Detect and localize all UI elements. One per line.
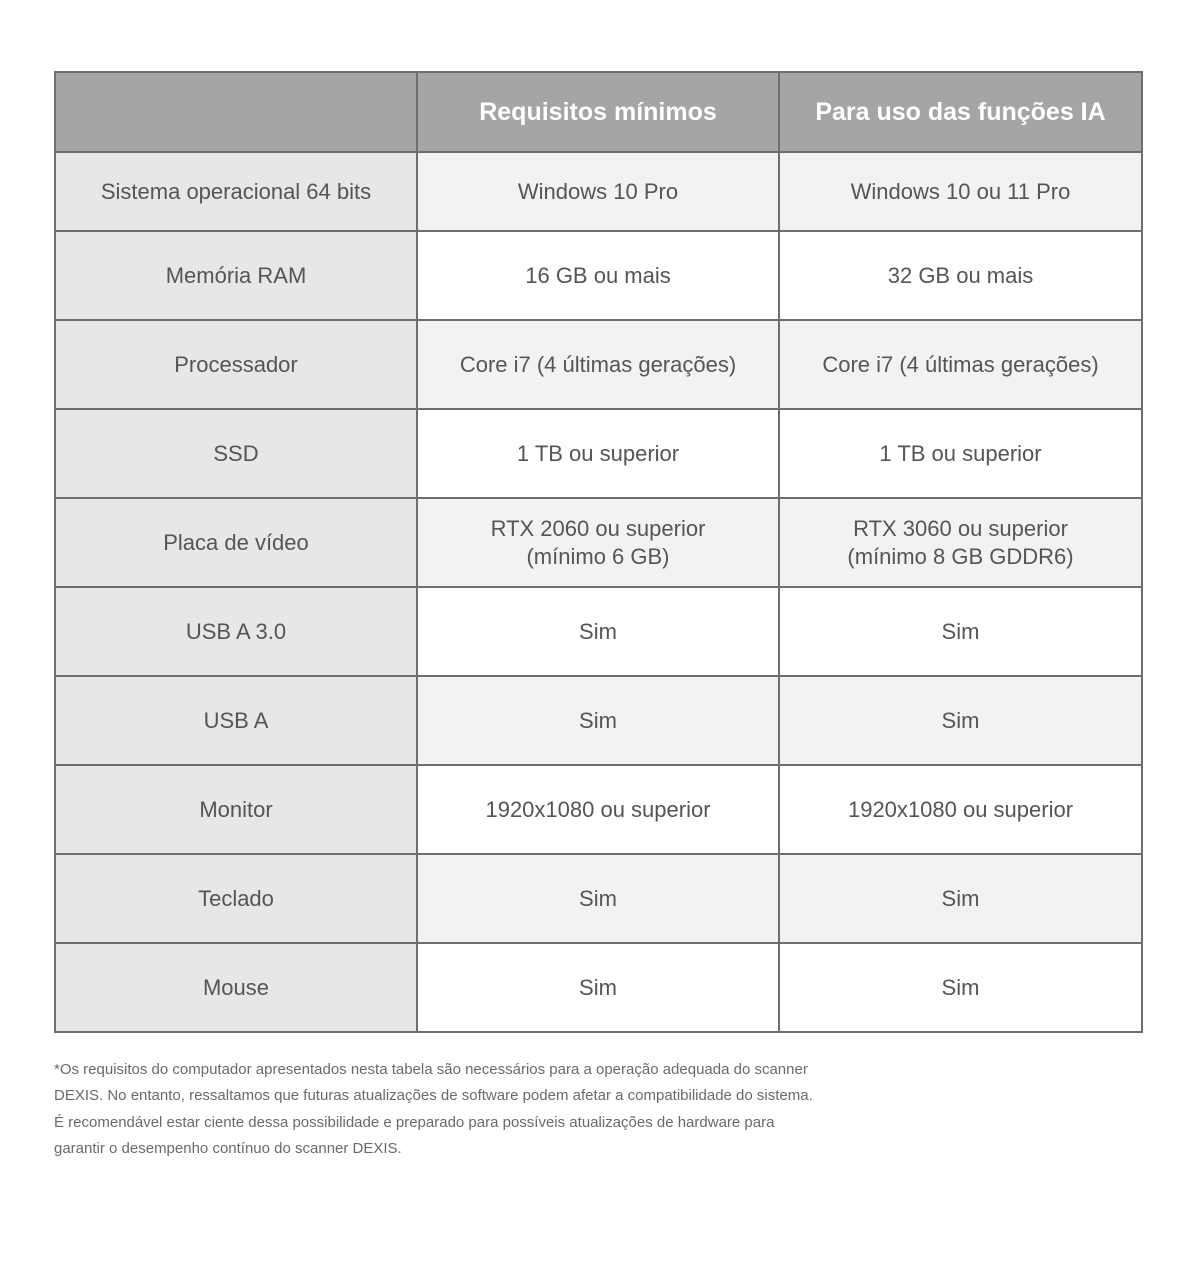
cell-text: 1 TB ou superior	[879, 440, 1042, 466]
footnote-line: É recomendável estar ciente dessa possibilidade e preparado para possíveis atualizações de hardware para	[54, 1113, 775, 1131]
cell-text: Windows 10 Pro	[517, 178, 679, 204]
ai-requirement-cell	[779, 676, 1142, 765]
cell-text: (mínimo 8 GB GDDR6)	[847, 543, 1074, 569]
cell-text: Sim	[579, 974, 617, 1000]
minimum-requirement-cell	[417, 152, 779, 231]
footnote-line: *Os requisitos do computador apresentados nesta tabela são necessários para a operação adequada do scanner	[54, 1061, 808, 1078]
row-label: Placa de vídeo	[55, 498, 417, 587]
ai-requirement-cell	[779, 152, 1142, 231]
header-empty-cell	[55, 72, 417, 152]
minimum-requirement-cell	[417, 409, 779, 498]
ai-requirement-cell	[779, 231, 1142, 320]
cell-text: Sim	[579, 707, 617, 733]
ai-requirement-cell	[779, 498, 1142, 587]
ai-requirement-cell	[779, 765, 1142, 854]
minimum-requirement-cell	[417, 676, 779, 765]
table-body	[55, 152, 1142, 1032]
header-minimum-requirements: Requisitos mínimos	[417, 72, 779, 152]
table-row	[55, 320, 1142, 409]
table-row	[55, 854, 1142, 943]
minimum-requirement-cell	[417, 765, 779, 854]
cell-text: Sim	[941, 885, 980, 911]
cell-text: RTX 2060 ou superior	[490, 515, 706, 541]
system-requirements-table	[54, 71, 1143, 1033]
row-label: USB A	[55, 676, 417, 765]
cell-text: Sim	[941, 618, 980, 644]
table-row	[55, 943, 1142, 1032]
cell-text: 1920x1080 ou superior	[485, 796, 711, 822]
minimum-requirement-cell	[417, 498, 779, 587]
minimum-requirement-cell	[417, 854, 779, 943]
cell-text: Windows 10 ou 11 Pro	[850, 178, 1071, 204]
cell-text: 1 TB ou superior	[516, 440, 680, 466]
footnote-line: DEXIS. No entanto, ressaltamos que futuras atualizações de software podem afetar a compatibilidade do sistema.	[54, 1087, 813, 1105]
row-label: Mouse	[55, 943, 417, 1032]
cell-text: 1920x1080 ou superior	[847, 796, 1074, 822]
table-row	[55, 676, 1142, 765]
table-row	[55, 587, 1142, 676]
header-ai-functions: Para uso das funções IA	[779, 72, 1142, 152]
minimum-requirement-cell	[417, 320, 779, 409]
table-row	[55, 409, 1142, 498]
row-label: Sistema operacional 64 bits	[55, 152, 417, 231]
footnote	[54, 1057, 894, 1162]
cell-text: Sim	[579, 885, 617, 911]
ai-requirement-cell	[779, 587, 1142, 676]
row-label: SSD	[55, 409, 417, 498]
footnote-line: garantir o desempenho contínuo do scanner DEXIS.	[54, 1139, 402, 1157]
cell-text: Sim	[579, 618, 617, 644]
table-row	[55, 765, 1142, 854]
ai-requirement-cell	[779, 320, 1142, 409]
cell-text: (mínimo 6 GB)	[526, 543, 670, 569]
table-row	[55, 231, 1142, 320]
cell-text: Core i7 (4 últimas gerações)	[822, 351, 1099, 377]
cell-text: Sim	[941, 707, 980, 733]
row-label: Processador	[55, 320, 417, 409]
row-label: Teclado	[55, 854, 417, 943]
table-row	[55, 498, 1142, 587]
minimum-requirement-cell	[417, 943, 779, 1032]
ai-requirement-cell	[779, 854, 1142, 943]
cell-text: Sim	[941, 974, 980, 1000]
cell-text: RTX 3060 ou superior	[853, 515, 1068, 541]
row-label: Memória RAM	[55, 231, 417, 320]
table-header-row	[55, 72, 1142, 152]
cell-text: 32 GB ou mais	[887, 262, 1034, 288]
cell-text: Core i7 (4 últimas gerações)	[459, 351, 737, 377]
ai-requirement-cell	[779, 943, 1142, 1032]
cell-text: 16 GB ou mais	[525, 262, 671, 288]
row-label: USB A 3.0	[55, 587, 417, 676]
minimum-requirement-cell	[417, 231, 779, 320]
ai-requirement-cell	[779, 409, 1142, 498]
row-label: Monitor	[55, 765, 417, 854]
minimum-requirement-cell	[417, 587, 779, 676]
table-row	[55, 152, 1142, 231]
